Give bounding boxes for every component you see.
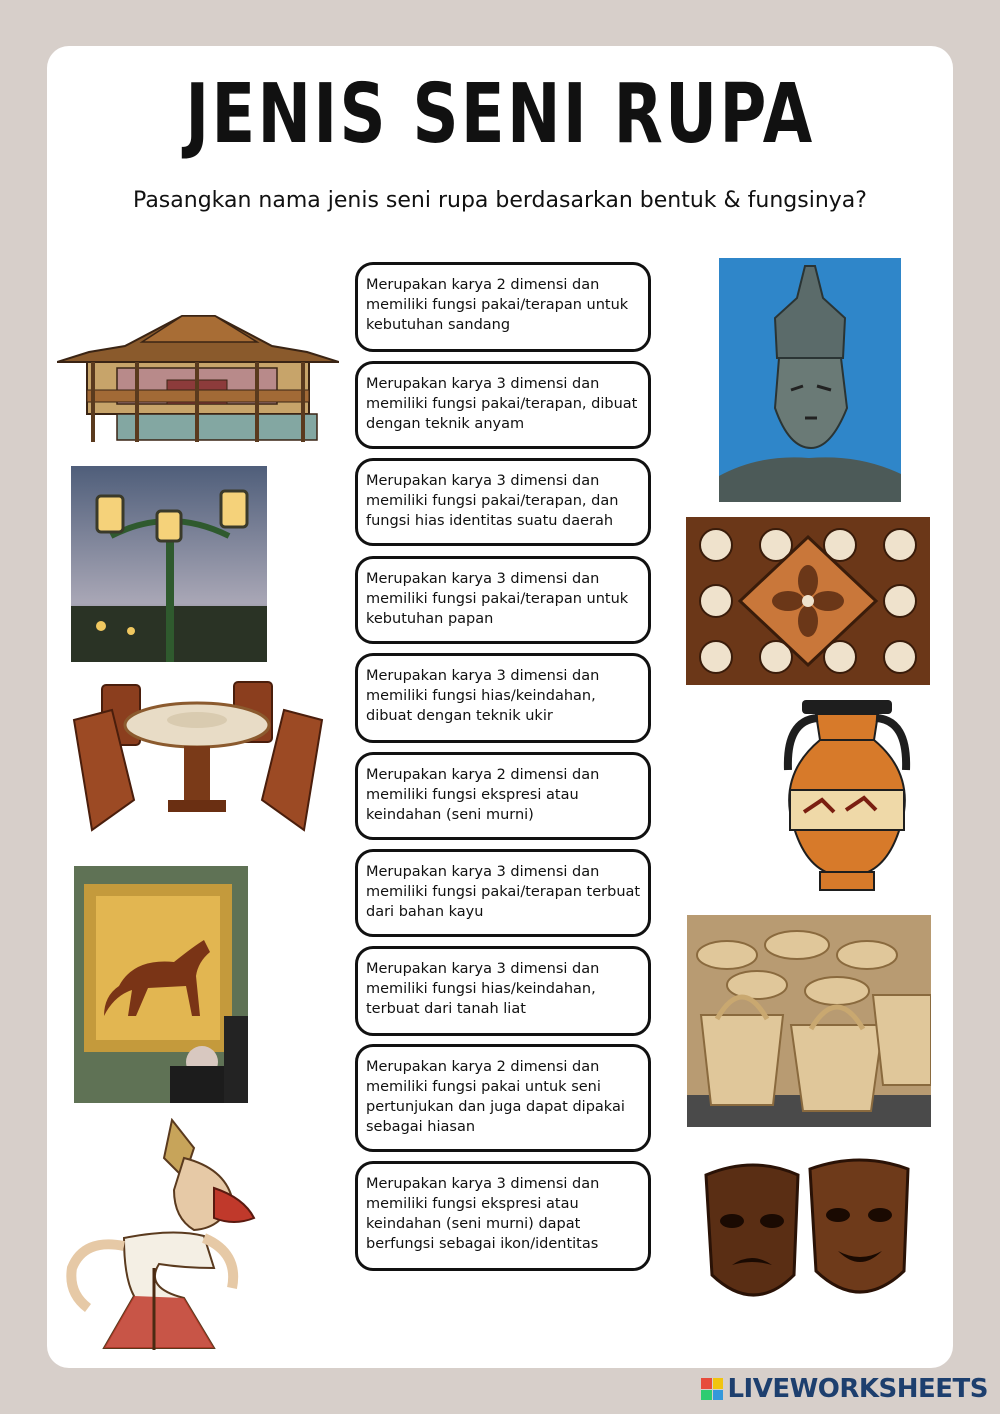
description-card[interactable]	[355, 946, 651, 1036]
horse-painting-image[interactable]	[74, 866, 248, 1103]
brand-text: LIVEWORKSHEETS	[727, 1374, 988, 1404]
dining-set-image[interactable]	[72, 680, 324, 840]
liveworksheets-logo	[701, 1374, 988, 1404]
description-card[interactable]	[355, 556, 651, 644]
traditional-house-image[interactable]	[57, 312, 339, 444]
clay-vase-image[interactable]	[782, 700, 912, 892]
statue-image[interactable]	[719, 258, 901, 502]
card-text: Merupakan karya 3 dimensi dan memiliki fungsi pakai/terapan, dibuat dengan teknik anyam	[366, 376, 638, 432]
card-text: Merupakan karya 2 dimensi dan memiliki fungsi pakai/terapan untuk kebutuhan sandang	[366, 277, 629, 333]
card-text: Merupakan karya 2 dimensi dan memiliki fungsi ekspresi atau keindahan (seni murni)	[366, 767, 600, 823]
description-card[interactable]	[355, 262, 651, 352]
card-text: Merupakan karya 3 dimensi dan memiliki fungsi pakai/terapan untuk kebutuhan papan	[366, 571, 629, 627]
liveworksheets-logo-icon	[701, 1378, 723, 1400]
card-text: Merupakan karya 3 dimensi dan memiliki fungsi pakai/terapan terbuat dari bahan kayu	[366, 864, 641, 920]
page-title: JENIS SENI RUPA	[185, 67, 815, 162]
card-text: Merupakan karya 3 dimensi dan memiliki fungsi hias/keindahan, dibuat dengan teknik ukir	[366, 668, 600, 724]
carved-masks-image[interactable]	[694, 1155, 920, 1317]
description-card[interactable]	[355, 458, 651, 546]
woven-baskets-image[interactable]	[687, 915, 931, 1127]
street-lamp-image[interactable]	[71, 466, 267, 662]
description-card[interactable]	[355, 653, 651, 743]
description-card[interactable]	[355, 752, 651, 840]
description-card[interactable]	[355, 1161, 651, 1271]
description-card[interactable]	[355, 1044, 651, 1152]
card-text: Merupakan karya 2 dimensi dan memiliki fungsi pakai untuk seni pertunjukan dan juga dapat dipakai sebagai hiasan	[366, 1059, 625, 1135]
card-text: Merupakan karya 3 dimensi dan memiliki fungsi hias/keindahan, terbuat dari tanah liat	[366, 961, 600, 1017]
description-card[interactable]	[355, 361, 651, 449]
card-text: Merupakan karya 3 dimensi dan memiliki fungsi pakai/terapan, dan fungsi hias identitas suatu daerah	[366, 473, 619, 529]
wayang-puppet-image[interactable]	[64, 1118, 264, 1350]
page-subtitle: Pasangkan nama jenis seni rupa berdasarkan bentuk & fungsinya?	[133, 188, 867, 213]
card-text: Merupakan karya 3 dimensi dan memiliki fungsi ekspresi atau keindahan (seni murni) dapat berfungsi sebagai ikon/identitas	[366, 1176, 600, 1252]
batik-cloth-image[interactable]	[686, 517, 930, 685]
description-card[interactable]	[355, 849, 651, 937]
